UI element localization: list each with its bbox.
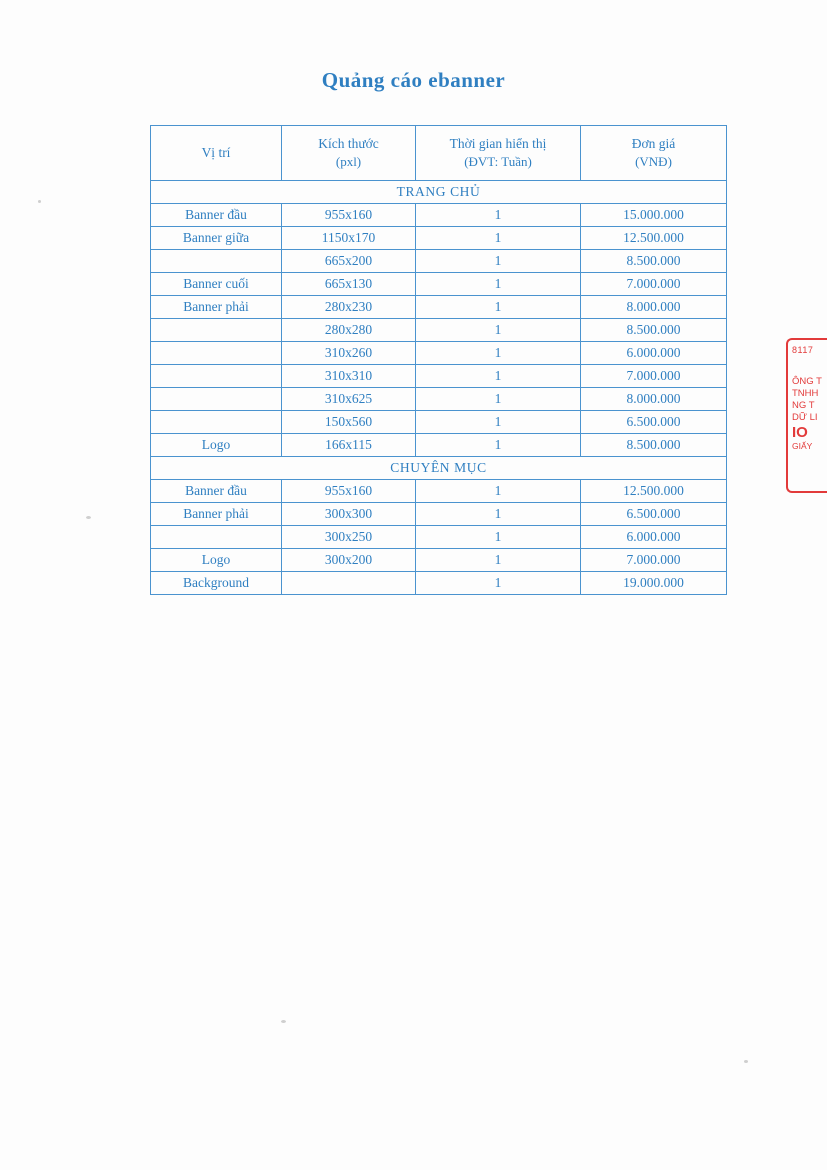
column-header-size-sub: (pxl) bbox=[335, 153, 362, 169]
cell-position bbox=[151, 250, 282, 273]
cell-duration: 1 bbox=[416, 434, 581, 457]
page-title: Quảng cáo ebanner bbox=[321, 68, 506, 92]
cell-position bbox=[151, 411, 282, 434]
cell-duration: 1 bbox=[416, 480, 581, 503]
cell-position bbox=[151, 319, 282, 342]
cell-size: 665x200 bbox=[282, 250, 416, 273]
column-header-size bbox=[282, 126, 416, 181]
cell-duration: 1 bbox=[416, 388, 581, 411]
column-header-price-sub: (VNĐ) bbox=[635, 153, 672, 169]
cell-price: 7.000.000 bbox=[581, 549, 727, 572]
stamp-line-5: DỮ LI bbox=[792, 412, 818, 424]
column-header-duration bbox=[416, 126, 581, 181]
scan-speck bbox=[38, 200, 41, 203]
cell-size: 300x200 bbox=[282, 549, 416, 572]
table-section-row bbox=[151, 457, 727, 480]
table-row bbox=[151, 411, 727, 434]
cell-duration: 1 bbox=[416, 549, 581, 572]
table-row bbox=[151, 549, 727, 572]
scan-speck bbox=[744, 1060, 748, 1063]
table-row bbox=[151, 526, 727, 549]
cell-size: 665x130 bbox=[282, 273, 416, 296]
table-row bbox=[151, 204, 727, 227]
cell-size: 310x625 bbox=[282, 388, 416, 411]
cell-position: Banner đầu bbox=[151, 480, 282, 503]
cell-size: 310x310 bbox=[282, 365, 416, 388]
table-row bbox=[151, 342, 727, 365]
table-row bbox=[151, 273, 727, 296]
stamp-line-7: GIẤY bbox=[792, 441, 813, 452]
cell-price: 6.000.000 bbox=[581, 342, 727, 365]
cell-size: 280x230 bbox=[282, 296, 416, 319]
cell-size: 300x250 bbox=[282, 526, 416, 549]
cell-price: 7.000.000 bbox=[581, 365, 727, 388]
cell-position: Banner giữa bbox=[151, 227, 282, 250]
table-row bbox=[151, 480, 727, 503]
column-header-duration-sub: (ĐVT: Tuần) bbox=[464, 153, 532, 169]
table-section-row bbox=[151, 181, 727, 204]
cell-price: 6.500.000 bbox=[581, 503, 727, 526]
cell-size: 310x260 bbox=[282, 342, 416, 365]
cell-duration: 1 bbox=[416, 273, 581, 296]
cell-price: 8.500.000 bbox=[581, 434, 727, 457]
stamp-line-3: TNHH bbox=[792, 388, 819, 400]
cell-position: Logo bbox=[151, 434, 282, 457]
cell-position bbox=[151, 342, 282, 365]
cell-duration: 1 bbox=[416, 319, 581, 342]
company-stamp bbox=[786, 338, 827, 493]
cell-duration: 1 bbox=[416, 503, 581, 526]
ebanner-price-table bbox=[150, 125, 727, 595]
stamp-line-4: NG T bbox=[792, 400, 815, 412]
cell-price: 8.500.000 bbox=[581, 250, 727, 273]
stamp-line-6: IO bbox=[792, 424, 808, 442]
cell-position bbox=[151, 365, 282, 388]
cell-size: 150x560 bbox=[282, 411, 416, 434]
table-row bbox=[151, 572, 727, 595]
cell-size: 300x300 bbox=[282, 503, 416, 526]
cell-size: 955x160 bbox=[282, 204, 416, 227]
cell-position: Banner phải bbox=[151, 296, 282, 319]
cell-position: Banner cuối bbox=[151, 273, 282, 296]
table-row bbox=[151, 503, 727, 526]
table-header-row bbox=[151, 126, 727, 181]
cell-position: Logo bbox=[151, 549, 282, 572]
table-row bbox=[151, 319, 727, 342]
table-body bbox=[151, 181, 727, 595]
price-table-container bbox=[150, 125, 726, 595]
cell-size bbox=[282, 572, 416, 595]
cell-duration: 1 bbox=[416, 365, 581, 388]
column-header-price-main: Đơn giá bbox=[631, 135, 676, 151]
cell-price: 7.000.000 bbox=[581, 273, 727, 296]
cell-size: 166x115 bbox=[282, 434, 416, 457]
column-header-position bbox=[151, 126, 282, 181]
cell-duration: 1 bbox=[416, 296, 581, 319]
scan-speck bbox=[86, 516, 91, 519]
cell-duration: 1 bbox=[416, 411, 581, 434]
cell-position: Background bbox=[151, 572, 282, 595]
cell-position bbox=[151, 388, 282, 411]
cell-price: 15.000.000 bbox=[581, 204, 727, 227]
cell-position bbox=[151, 526, 282, 549]
table-row bbox=[151, 434, 727, 457]
stamp-line-2: ÔNG T bbox=[792, 376, 822, 388]
cell-duration: 1 bbox=[416, 526, 581, 549]
cell-price: 12.500.000 bbox=[581, 480, 727, 503]
table-row bbox=[151, 250, 727, 273]
cell-duration: 1 bbox=[416, 204, 581, 227]
table-header bbox=[151, 126, 727, 181]
cell-position: Banner phải bbox=[151, 503, 282, 526]
stamp-line-1: 8117 bbox=[792, 345, 814, 355]
cell-price: 8.000.000 bbox=[581, 388, 727, 411]
cell-price: 19.000.000 bbox=[581, 572, 727, 595]
column-header-duration-main: Thời gian hiển thị bbox=[449, 135, 547, 151]
cell-price: 8.000.000 bbox=[581, 296, 727, 319]
cell-price: 12.500.000 bbox=[581, 227, 727, 250]
cell-duration: 1 bbox=[416, 572, 581, 595]
section-label: CHUYÊN MỤC bbox=[151, 457, 727, 480]
table-row bbox=[151, 365, 727, 388]
column-header-size-main: Kích thước bbox=[318, 135, 379, 151]
cell-size: 955x160 bbox=[282, 480, 416, 503]
table-row bbox=[151, 388, 727, 411]
cell-size: 1150x170 bbox=[282, 227, 416, 250]
cell-position: Banner đầu bbox=[151, 204, 282, 227]
cell-duration: 1 bbox=[416, 250, 581, 273]
cell-duration: 1 bbox=[416, 342, 581, 365]
section-label: TRANG CHỦ bbox=[151, 181, 727, 204]
table-row bbox=[151, 227, 727, 250]
cell-price: 8.500.000 bbox=[581, 319, 727, 342]
column-header-price bbox=[581, 126, 727, 181]
cell-duration: 1 bbox=[416, 227, 581, 250]
column-header-position-main: Vị trí bbox=[201, 144, 231, 160]
cell-size: 280x280 bbox=[282, 319, 416, 342]
cell-price: 6.500.000 bbox=[581, 411, 727, 434]
table-row bbox=[151, 296, 727, 319]
cell-price: 6.000.000 bbox=[581, 526, 727, 549]
scan-speck bbox=[281, 1020, 286, 1023]
